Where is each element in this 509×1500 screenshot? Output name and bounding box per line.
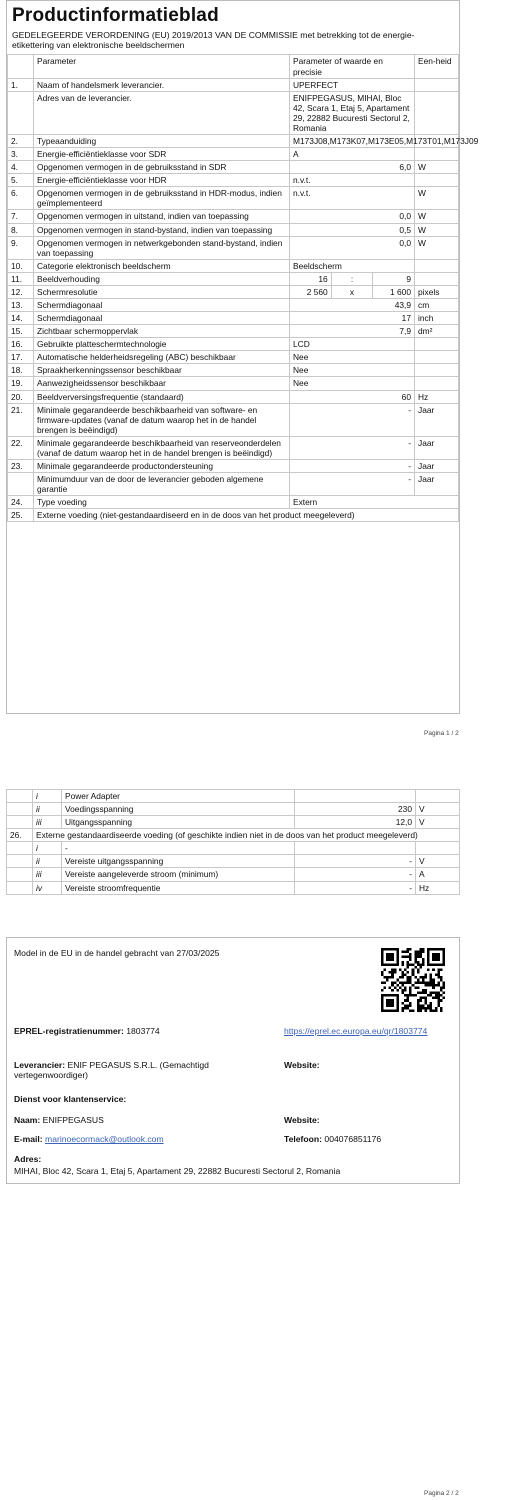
row-unit: W [415, 210, 459, 223]
website2-label: Website: [284, 1115, 320, 1125]
name-label: Naam: [14, 1115, 41, 1125]
row-unit: inch [415, 312, 459, 325]
row-value: - [290, 460, 415, 473]
row-value: Nee [290, 377, 415, 390]
phone-label: Telefoon: [284, 1134, 323, 1144]
row-parameter: Minimumduur van de door de leverancier geboden algemene garantie [34, 473, 290, 496]
value-separator: : [331, 272, 373, 285]
table-row [8, 390, 459, 403]
sub-row [7, 842, 460, 855]
row-value: - [290, 403, 415, 436]
row-number: 14. [8, 312, 34, 325]
row-unit: Jaar [415, 460, 459, 473]
row-unit: cm [415, 298, 459, 311]
supplier-label: Leverancier: [14, 1060, 66, 1070]
row-number: 5. [8, 174, 34, 187]
table-row [8, 298, 459, 311]
row-number: 17. [8, 351, 34, 364]
row-value: 7,9 [290, 325, 415, 338]
row-parameter: Vereiste stroomfrequentie [62, 881, 295, 894]
row-number: 15. [8, 325, 34, 338]
row-unit [415, 259, 459, 272]
row-number: 25. [8, 509, 34, 522]
supplier-info-box [6, 937, 460, 1184]
supplier-row [14, 1060, 276, 1081]
row-number: 10. [8, 259, 34, 272]
row-unit [415, 338, 459, 351]
value-a: 16 [290, 272, 332, 285]
row-unit: dm² [415, 325, 459, 338]
sub-row [7, 881, 460, 894]
row-number: 4. [8, 161, 34, 174]
row-value [295, 790, 416, 803]
row-parameter: Schermresolutie [34, 285, 290, 298]
row-number: 16. [8, 338, 34, 351]
row-unit [415, 351, 459, 364]
table-row [8, 236, 459, 259]
row-value: A [290, 148, 415, 161]
row-unit: Hz [416, 881, 460, 894]
row-unit: A [416, 868, 460, 881]
table-row [8, 509, 459, 522]
eprel-number: 1803774 [126, 1026, 160, 1036]
row-parameter: Energie-efficiëntieklasse voor SDR [34, 148, 290, 161]
row-value: 60 [290, 390, 415, 403]
row-unit [415, 91, 459, 134]
sub-row [7, 855, 460, 868]
row-number: 18. [8, 364, 34, 377]
table-row [8, 91, 459, 134]
row-parameter: - [62, 842, 295, 855]
row-number: 13. [8, 298, 34, 311]
row-number: 23. [8, 460, 34, 473]
row-value: n.v.t. [290, 174, 415, 187]
row-parameter: Aanwezigheidssensor beschikbaar [34, 377, 290, 390]
row-value: M173J08,M173K07,M173E05,M173T01,M173J09 [290, 134, 415, 147]
row-parameter: Typeaanduiding [34, 134, 290, 147]
eprel-link[interactable]: https://eprel.ec.europa.eu/qr/1803774 [284, 1026, 428, 1036]
table-row [8, 187, 459, 210]
power-supply-table [6, 789, 460, 895]
row-parameter: Type voeding [34, 496, 290, 509]
row-parameter: Power Adapter [62, 790, 295, 803]
row-parameter: Vereiste uitgangsspanning [62, 855, 295, 868]
page-1 [6, 0, 479, 714]
row-value: - [290, 473, 415, 496]
row-unit: V [416, 855, 460, 868]
qr-code[interactable] [381, 948, 445, 1012]
row-unit: Hz [415, 390, 459, 403]
email-label: E-mail: [14, 1134, 43, 1144]
row-parameter: Vereiste aangeleverde stroom (minimum) [62, 868, 295, 881]
regulation-intro: GEDELEGEERDE VERORDENING (EU) 2019/2013 VAN DE COMMISSIE met betrekking tot de energie-etikettering van elektronische beeldschermen [12, 29, 415, 51]
row-unit: Jaar [415, 473, 459, 496]
row-parameter: Voedingsspanning [62, 803, 295, 816]
header-unit: Een-heid [415, 55, 459, 78]
page-number-1: Pagina 1 / 2 [424, 730, 459, 737]
row-number [7, 855, 33, 868]
row-parameter: Schermdiagonaal [34, 312, 290, 325]
table-row [8, 351, 459, 364]
row-value: n.v.t. [290, 187, 415, 210]
table-row [8, 259, 459, 272]
row-value: 12,0 [295, 816, 416, 829]
row-parameter: Adres van de leverancier. [34, 91, 290, 134]
row-parameter: Beeldverversingsfrequentie (standaard) [34, 390, 290, 403]
row-parameter: Minimale gegarandeerde beschikbaarheid van reserveonderdelen (vanaf de datum waarop het in de handel brengen is beëindigd) [34, 436, 290, 459]
phone-row [284, 1134, 381, 1144]
header-value: Parameter of waarde en precisie [290, 55, 415, 78]
row-value: 6,0 [290, 161, 415, 174]
value-b: 9 [373, 272, 415, 285]
website-label: Website: [284, 1060, 320, 1070]
table-row [8, 460, 459, 473]
row-number [7, 842, 33, 855]
row-parameter: Minimale gegarandeerde productondersteuning [34, 460, 290, 473]
email-link[interactable]: marinoecormack@outlook.com [45, 1134, 164, 1144]
row-index: ii [33, 855, 62, 868]
row-unit: Jaar [415, 436, 459, 459]
row-unit: W [415, 161, 459, 174]
table-row [8, 377, 459, 390]
row-number: 6. [8, 187, 34, 210]
row-index: i [33, 790, 62, 803]
table-row-aspect [8, 272, 459, 285]
table-row [8, 325, 459, 338]
row-number: 12. [8, 285, 34, 298]
row-number [7, 803, 33, 816]
product-info-table [7, 54, 479, 522]
supplier-value: ENIF PEGASUS S.R.L. (Gemachtigd vertegenwoordiger) [14, 1060, 209, 1081]
row-value: Beeldscherm [290, 259, 415, 272]
row-number: 19. [8, 377, 34, 390]
row-value: 17 [290, 312, 415, 325]
row-number: 2. [8, 134, 34, 147]
table-row [8, 473, 459, 496]
row-number: 1. [8, 78, 34, 91]
table-row [8, 223, 459, 236]
row-unit: W [415, 223, 459, 236]
row-text: Externe gestandaardiseerde voeding (of geschikte indien niet in de doos van het product meegeleverd) [33, 829, 460, 842]
row-parameter: Opgenomen vermogen in de gebruiksstand in SDR [34, 161, 290, 174]
table-row [8, 134, 459, 147]
row-parameter: Zichtbaar schermoppervlak [34, 325, 290, 338]
row-unit [415, 174, 459, 187]
value-separator: x [331, 285, 373, 298]
row-index: iii [33, 816, 62, 829]
model-market-date: Model in de EU in de handel gebracht van 27/03/2025 [14, 948, 220, 958]
row-parameter: Automatische helderheidsregeling (ABC) beschikbaar [34, 351, 290, 364]
row-unit [415, 272, 459, 285]
row-number: 3. [8, 148, 34, 161]
row-index: ii [33, 803, 62, 816]
row-value: Extern [290, 496, 459, 509]
row-unit [415, 377, 459, 390]
table-row [7, 829, 460, 842]
row-unit: pixels [415, 285, 459, 298]
sub-row [7, 868, 460, 881]
table-header-row [8, 55, 459, 78]
row-unit: V [416, 816, 460, 829]
row-number: 11. [8, 272, 34, 285]
row-value: - [290, 436, 415, 459]
table-row [8, 496, 459, 509]
row-parameter: Opgenomen vermogen in stand-bystand, indien van toepassing [34, 223, 290, 236]
row-number [8, 91, 34, 134]
row-index: iii [33, 868, 62, 881]
page-2-table [6, 789, 460, 915]
row-number: 21. [8, 403, 34, 436]
row-number: 26. [7, 829, 33, 842]
row-value: 230 [295, 803, 416, 816]
name-row [14, 1115, 104, 1125]
table-row-resolution [8, 285, 459, 298]
header-parameter: Parameter [34, 55, 290, 78]
row-parameter: Beeldverhouding [34, 272, 290, 285]
row-value: LCD [290, 338, 415, 351]
row-value: 43,9 [290, 298, 415, 311]
row-unit [416, 842, 460, 855]
row-index: i [33, 842, 62, 855]
row-parameter: Opgenomen vermogen in de gebruiksstand in HDR-modus, indien geïmplementeerd [34, 187, 290, 210]
table-row [8, 174, 459, 187]
eprel-row [14, 1026, 160, 1036]
row-unit [416, 790, 460, 803]
value-b: 1 600 [373, 285, 415, 298]
row-unit: W [415, 187, 459, 210]
row-number: 24. [8, 496, 34, 509]
row-parameter: Schermdiagonaal [34, 298, 290, 311]
table-row [8, 161, 459, 174]
row-value: Nee [290, 364, 415, 377]
sub-row [7, 803, 460, 816]
row-value: 0,0 [290, 236, 415, 259]
row-unit [415, 364, 459, 377]
name-value: ENIFPEGASUS [42, 1115, 104, 1125]
table-row [8, 148, 459, 161]
email-row [14, 1134, 164, 1144]
row-unit: Jaar [415, 403, 459, 436]
row-unit: W [415, 236, 459, 259]
row-value: Nee [290, 351, 415, 364]
row-parameter: Categorie elektronisch beeldscherm [34, 259, 290, 272]
service-label: Dienst voor klantenservice: [14, 1094, 127, 1104]
row-number: 8. [8, 223, 34, 236]
sub-row [7, 790, 460, 803]
row-number [7, 816, 33, 829]
table-row [8, 403, 459, 436]
row-number: 22. [8, 436, 34, 459]
row-value: - [295, 881, 416, 894]
address-value: MIHAI, Bloc 42, Scara 1, Etaj 5, Apartament 29, 22882 Bucuresti Sectorul 2, Romania [14, 1166, 341, 1176]
row-value: ENIFPEGASUS, MIHAI, Bloc 42, Scara 1, Etaj 5, Apartament 29, 22882 Bucuresti Sectorul 2, Romania [290, 91, 415, 134]
phone-value: 004076851176 [324, 1134, 382, 1144]
eprel-label: EPREL-registratienummer: [14, 1026, 124, 1036]
row-value: - [295, 868, 416, 881]
sub-row [7, 816, 460, 829]
row-number: 9. [8, 236, 34, 259]
value-a: 2 560 [290, 285, 332, 298]
row-number [7, 790, 33, 803]
row-parameter: Spraakherkenningssensor beschikbaar [34, 364, 290, 377]
row-parameter: Naam of handelsmerk leverancier. [34, 78, 290, 91]
table-row [8, 78, 459, 91]
row-value: 0,0 [290, 210, 415, 223]
table-row [8, 210, 459, 223]
row-value: UPERFECT [290, 78, 415, 91]
row-parameter: Energie-efficiëntieklasse voor HDR [34, 174, 290, 187]
row-text: Externe voeding (niet-gestandaardiseerd en in de doos van het product meegeleverd) [34, 509, 459, 522]
row-number [7, 868, 33, 881]
row-number [7, 881, 33, 894]
row-parameter: Opgenomen vermogen in netwerkgebonden stand-bystand, indien van toepassing [34, 236, 290, 259]
row-unit: V [416, 803, 460, 816]
row-index: iv [33, 881, 62, 894]
table-row [8, 364, 459, 377]
table-row [8, 436, 459, 459]
row-number [8, 473, 34, 496]
row-unit [415, 148, 459, 161]
row-value: - [295, 855, 416, 868]
row-parameter: Gebruikte platteschermtechnologie [34, 338, 290, 351]
row-value: 0,5 [290, 223, 415, 236]
row-value [295, 842, 416, 855]
row-parameter: Minimale gegarandeerde beschikbaarheid van software- en firmware-updates (vanaf de datum waarop het in de handel brengen is beëindigd) [34, 403, 290, 436]
row-number: 7. [8, 210, 34, 223]
document-title: Productinformatieblad [12, 5, 219, 26]
page-number-2: Pagina 2 / 2 [424, 1490, 459, 1497]
table-row [8, 338, 459, 351]
row-parameter: Opgenomen vermogen in uitstand, indien van toepassing [34, 210, 290, 223]
table-row [8, 312, 459, 325]
row-number: 20. [8, 390, 34, 403]
row-parameter: Uitgangsspanning [62, 816, 295, 829]
address-label: Adres: [14, 1154, 42, 1164]
row-unit [415, 78, 459, 91]
